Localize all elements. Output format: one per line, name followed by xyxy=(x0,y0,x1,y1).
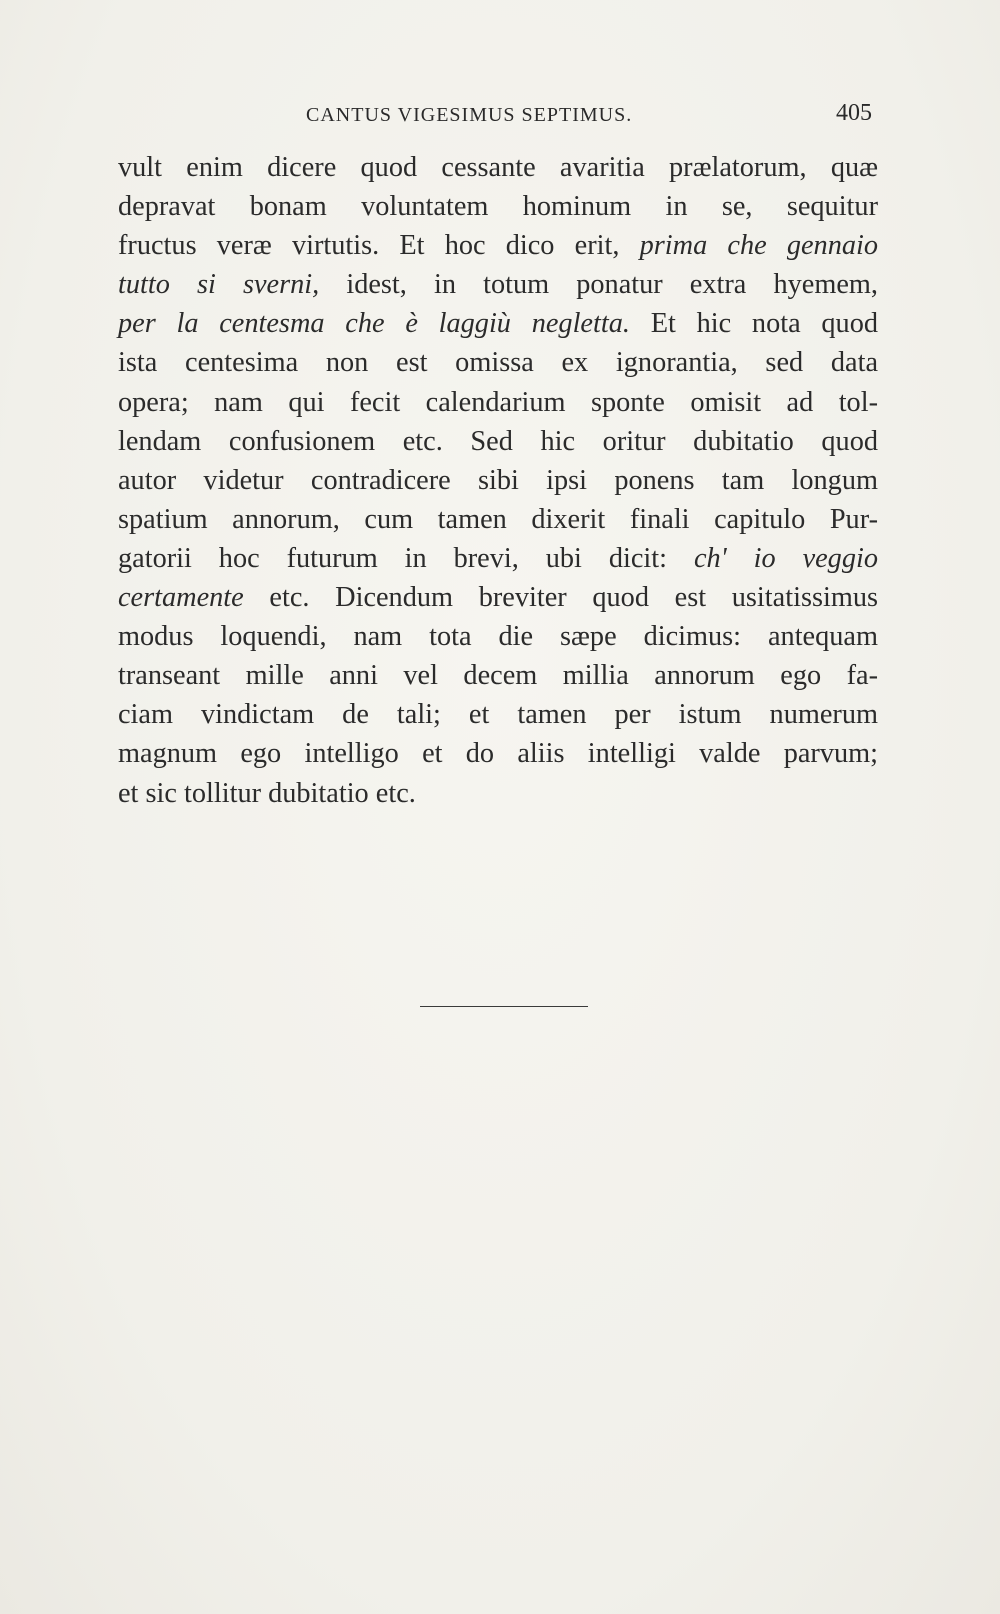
text-segment: Et hic nota quod xyxy=(629,308,879,340)
text-line xyxy=(118,656,878,695)
text-line xyxy=(118,187,878,226)
text-segment: ciam vindictam de tali; et tamen per istum numerum xyxy=(118,699,878,731)
text-line xyxy=(118,734,878,773)
page-number: 405 xyxy=(836,100,872,126)
text-line xyxy=(118,383,878,422)
text-segment: modus loquendi, nam tota die sæpe dicimus: antequam xyxy=(118,621,878,653)
text-segment: gatorii hoc futurum in brevi, ubi dicit: xyxy=(118,542,694,574)
text-segment: transeant mille anni vel decem millia annorum ego fa- xyxy=(118,660,878,692)
text-segment: magnum ego intelligo et do aliis intelligi valde parvum; xyxy=(118,738,878,770)
italic-quotation: ch' io veggio xyxy=(693,542,878,574)
text-line xyxy=(118,226,878,265)
text-line xyxy=(118,265,878,304)
text-segment: autor videtur contradicere sibi ipsi ponens tam longum xyxy=(118,464,878,496)
italic-quotation: certamente xyxy=(118,582,244,614)
text-segment: fructus veræ virtutis. Et hoc dico erit, xyxy=(118,230,640,262)
text-segment: ista centesima non est omissa ex ignorantia, sed data xyxy=(118,347,878,379)
italic-quotation: tutto si sverni, xyxy=(118,269,320,301)
section-rule xyxy=(420,1006,588,1007)
text-line xyxy=(118,461,878,500)
text-line xyxy=(118,343,878,382)
text-line xyxy=(118,539,878,578)
text-segment: depravat bonam voluntatem hominum in se, sequitur xyxy=(118,191,878,223)
text-segment: idest, in totum ponatur extra hyemem, xyxy=(319,269,878,301)
text-segment: vult enim dicere quod cessante avaritia prælatorum, quæ xyxy=(118,152,878,183)
running-title: CANTUS VIGESIMUS SEPTIMUS. xyxy=(306,104,633,126)
text-line xyxy=(118,617,878,656)
text-segment: spatium annorum, cum tamen dixerit finali capitulo Pur- xyxy=(118,503,878,535)
text-line xyxy=(118,578,878,617)
italic-quotation: prima che gennaio xyxy=(639,230,879,262)
italic-quotation: per la centesma che è laggiù negletta. xyxy=(118,308,630,340)
text-segment: etc. Dicendum breviter quod est usitatissimus xyxy=(243,582,878,614)
text-segment: opera; nam qui fecit calendarium sponte omisit ad tol- xyxy=(118,386,878,418)
page-header xyxy=(118,100,878,132)
body-text xyxy=(118,148,878,813)
text-line xyxy=(118,500,878,539)
text-line xyxy=(118,148,878,187)
text-segment: et sic tollitur dubitatio etc. xyxy=(118,777,416,809)
text-segment: lendam confusionem etc. Sed hic oritur dubitatio quod xyxy=(118,425,878,457)
text-line xyxy=(118,774,878,813)
text-line xyxy=(118,422,878,461)
text-line xyxy=(118,695,878,734)
text-line xyxy=(118,304,878,343)
